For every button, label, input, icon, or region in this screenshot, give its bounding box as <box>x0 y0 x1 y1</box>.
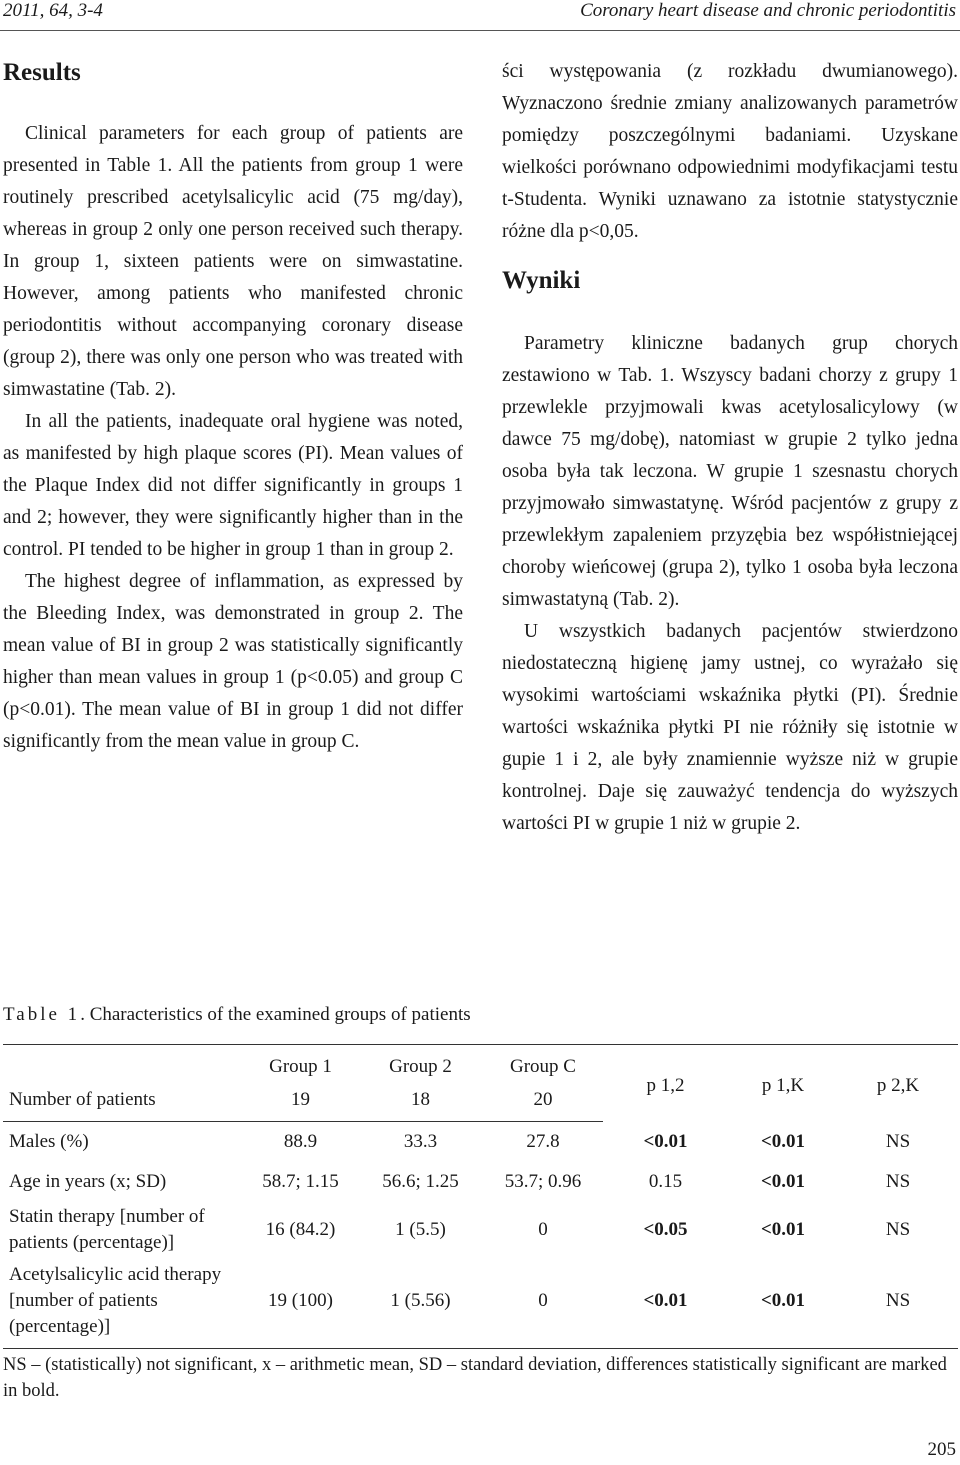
table-cell: 27.8 <box>526 1131 560 1152</box>
paragraph-continued: ści występowania (z rozkładu dwumianowego). Wyznaczono średnie zmiany analizowanych parametrów pomiędzy poszczególnymi badaniami. Uzyskane wielkości porównano odpowiednimi modyfikacjami testu t-Studenta. Wyniki uznawano za istotnie statystycznie różne dla p<0,05. <box>502 61 958 242</box>
table-cell: <0.01 <box>643 1130 688 1152</box>
table-cell: 53.7; 0.96 <box>504 1171 582 1192</box>
column-header-p1k: p 1,K <box>728 1045 838 1122</box>
table-caption-text: . Characteristics of the examined groups of patients <box>80 1004 471 1025</box>
table-header-row <box>3 1045 958 1084</box>
table-cell: <0.01 <box>603 1258 728 1349</box>
table-cell: <0.05 <box>643 1219 688 1240</box>
table-cell: 20 <box>483 1083 603 1122</box>
column-header-p12: p 1,2 <box>603 1045 728 1122</box>
table-caption <box>3 1004 471 1026</box>
table-cell: 1 (5.5) <box>395 1219 446 1240</box>
table-cell: 33.3 <box>403 1131 438 1152</box>
paragraph: In all the patients, inadequate oral hygiene was noted, as manifested by high plaque scores (PI). Mean values of the Plaque Index did not differ significantly in groups 1 and 2; however, they were significantly higher than in the control. PI tended to be higher in group 1 than in group 2. <box>3 411 463 560</box>
paragraph: Clinical parameters for each group of patients are presented in Table 1. All the patients from group 1 were routinely prescribed acetylsalicylic acid (75 mg/day), whereas in group 2 only one person received such therapy. In group 1, sixteen patients were on simwastatine. However, among patients who manifested chronic periodontitis without accompanying coronary disease (group 2), there was only one person who was treated with simwastatine (Tab. 2). <box>3 123 463 400</box>
column-header-group2: Group 2 <box>358 1045 483 1084</box>
right-column <box>502 56 958 840</box>
paragraph: The highest degree of inflammation, as expressed by the Bleeding Index, was demonstrated in group 2. The mean value of BI in group 2 was statistically significantly higher than mean values in group 1 (p<0.05) and group C (p<0.01). The mean value of BI in group 1 did not differ significantly from the mean value in group C. <box>3 571 463 752</box>
column-header-groupc: Group C <box>483 1045 603 1084</box>
table-cell: 0 <box>538 1219 548 1240</box>
characteristics-table <box>3 1044 958 1349</box>
column-header-p2k: p 2,K <box>838 1045 958 1122</box>
paragraph: U wszystkich badanych pacjentów stwierdzono niedostateczną higienę jamy ustnej, co wyrażało się wysokimi wartościami wskaźnika płytki (PI). Średnie wartości wskaźnika płytki PI nie różniły się istotnie w gupie 1 i 2, ale były znamiennie wyższe niż w grupie kontrolnej. Daje się zauważyć tendencja do wyższych wartości PI w grupie 1 niż w grupie 2. <box>502 621 958 834</box>
section-heading-wyniki: Wyniki <box>502 267 581 294</box>
table-footnote: NS – (statistically) not significant, x – arithmetic mean, SD – standard deviation, differences statistically significant are marked in bold. <box>3 1355 947 1401</box>
table-row <box>3 1258 958 1349</box>
table-row <box>3 1202 958 1258</box>
row-label: Number of patients <box>3 1083 243 1122</box>
table-cell: 58.7; 1.15 <box>262 1171 339 1192</box>
table-cell: NS <box>838 1258 958 1349</box>
table-cell: NS <box>885 1130 911 1152</box>
row-label: Age in years (x; SD) <box>9 1171 167 1192</box>
table-cell: 19 (100) <box>243 1258 358 1349</box>
table-cell: 18 <box>358 1083 483 1122</box>
row-label: Statin therapy [number of patients (percentage)] <box>9 1206 205 1253</box>
table-row <box>3 1122 958 1163</box>
table-cell: NS <box>885 1171 911 1192</box>
row-label: Males (%) <box>9 1131 89 1152</box>
left-column <box>3 56 463 758</box>
table-cell: 0 <box>483 1258 603 1349</box>
table-cell: <0.01 <box>728 1258 838 1349</box>
table-cell: <0.01 <box>760 1130 806 1152</box>
column-header-group1: Group 1 <box>243 1045 358 1084</box>
table-cell: 56.6; 1.25 <box>382 1171 459 1192</box>
table-cell: 19 <box>243 1083 358 1122</box>
paragraph: Parametry kliniczne badanych grup chorych zestawiono w Tab. 1. Wszyscy badani chorzy z grupy 1 przewlekle przyjmowali kwas acetylosalicylowy (w dawce 75 mg/dobę), natomiast w grupie 2 tylko jedna osoba była tak leczona. W grupie 1 szesnastu chorych przyjmowało simwastatynę. Wśród pacjentów z grupy z przewlekłym zapaleniem przyzębia bez współistniejącej choroby wieńcowej (grupa 2), tylko 1 osoba była leczona simwastatyną (Tab. 2). <box>502 333 958 610</box>
table-cell: 88.9 <box>283 1131 318 1152</box>
table-caption-label: Table 1 <box>3 1004 81 1025</box>
table-cell: 16 (84.2) <box>265 1219 336 1240</box>
table-cell: <0.01 <box>760 1171 806 1192</box>
table-cell: 0.15 <box>648 1171 683 1192</box>
table-cell: <0.01 <box>760 1219 806 1240</box>
journal-reference: 2011, 64, 3-4 <box>3 0 103 21</box>
page-number: 205 <box>927 1439 956 1460</box>
table-cell: 1 (5.56) <box>358 1258 483 1349</box>
table-cell <box>3 1045 243 1084</box>
section-heading-results: Results <box>3 59 81 86</box>
running-header <box>0 0 960 31</box>
table-cell: NS <box>885 1219 911 1240</box>
table-row <box>3 1162 958 1202</box>
row-label: Acetylsalicylic acid therapy [number of patients (percentage)] <box>3 1258 243 1349</box>
running-title: Coronary heart disease and chronic periodontitis <box>580 0 956 21</box>
